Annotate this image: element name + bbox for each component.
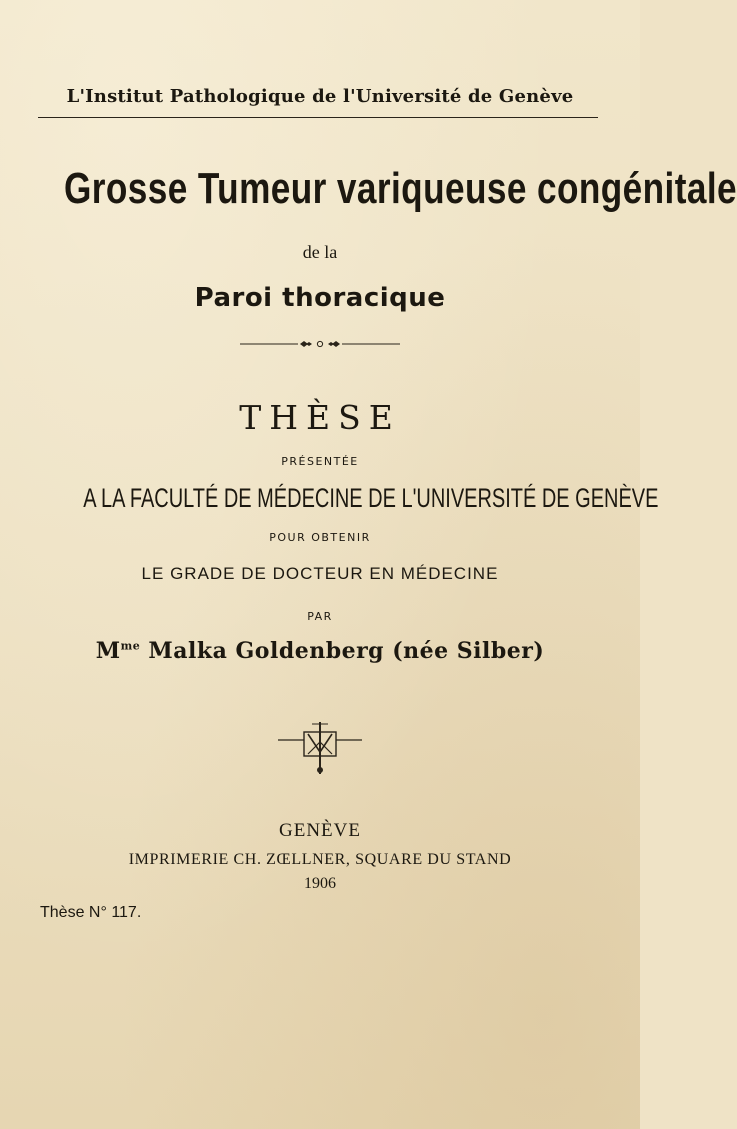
- degree-line: LE GRADE DE DOCTEUR EN MÉDECINE: [141, 564, 499, 583]
- faculty-line: A LA FACULTÉ DE MÉDECINE DE L'UNIVERSITÉ DE GENÈVE: [83, 483, 659, 513]
- by-label: PAR: [307, 610, 333, 623]
- institute-header: L'Institut Pathologique de l'Université de Genève: [66, 86, 574, 107]
- author-name: Malka Goldenberg (née Silber): [148, 638, 545, 664]
- thesis-heading: THÈSE: [239, 398, 401, 437]
- printer-mark-icon: [270, 720, 370, 776]
- divider-ornament: [240, 337, 400, 351]
- presented-label: PRÉSENTÉE: [281, 455, 359, 468]
- author-line: [0, 638, 640, 664]
- imprint-year: 1906: [304, 875, 336, 892]
- imprint-printer: IMPRIMERIE CH. ZŒLLNER, SQUARE DU STAND: [128, 851, 512, 868]
- author-title-prefix: M: [95, 638, 121, 664]
- imprint-city: GENÈVE: [279, 820, 361, 841]
- purpose-label: POUR OBTENIR: [269, 531, 371, 544]
- thesis-number: Thèse N° 117.: [40, 904, 142, 921]
- thesis-title: Grosse Tumeur variqueuse congénitale: [64, 164, 737, 213]
- title-connector: de la: [302, 242, 338, 262]
- author-title-suffix: me: [120, 639, 141, 653]
- title-subject: Paroi thoracique: [194, 283, 446, 313]
- header-rule: [38, 117, 598, 118]
